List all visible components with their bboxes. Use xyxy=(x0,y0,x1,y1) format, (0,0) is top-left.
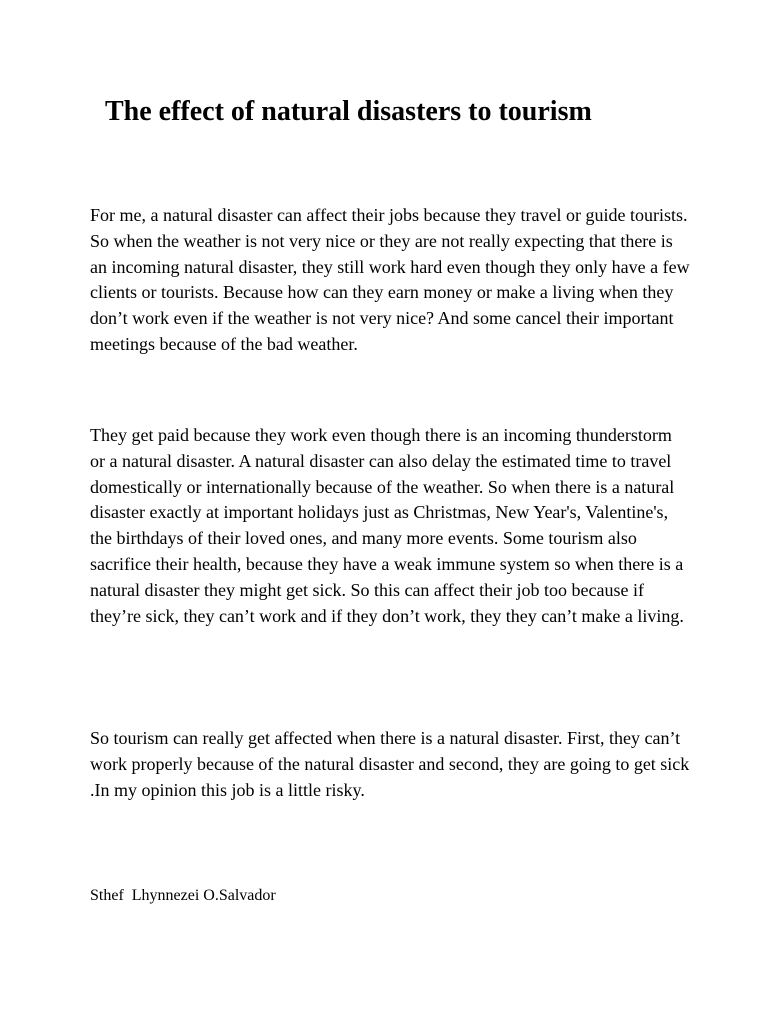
author-name: Sthef Lhynnezei O.Salvador xyxy=(90,887,276,904)
paragraph-1: For me, a natural disaster can affect their jobs because they travel or guide tourists. So when the weather is not very nice or they are not really expecting that there is an incoming natural disaster, they still work hard even though they only have a few clients or tourists. Because how can they earn money or make a living when they don’t work even if the weather is not very nice? And some cancel their important meetings because of the bad weather. xyxy=(90,205,690,354)
paragraph-2: They get paid because they work even though there is an incoming thunderstorm or a natural disaster. A natural disaster can also delay the estimated time to travel domestically or internationally because of the weather. So when there is a natural disaster exactly at important holidays just as Christmas, New Year's, Valentine's, the birthdays of their loved ones, and many more events. Some tourism also sacrifice their health, because they have a weak immune system so when there is a natural disaster they might get sick. So this can affect their job too because if they’re sick, they can’t work and if they don’t work, they they can’t make a living. xyxy=(90,425,684,626)
paragraph-3: So tourism can really get affected when there is a natural disaster. First, they can’t work properly because of the natural disaster and second, they are going to get sick .In my opinion this job is a little risky. xyxy=(90,728,690,800)
document-title: The effect of natural disasters to tourism xyxy=(105,96,592,127)
